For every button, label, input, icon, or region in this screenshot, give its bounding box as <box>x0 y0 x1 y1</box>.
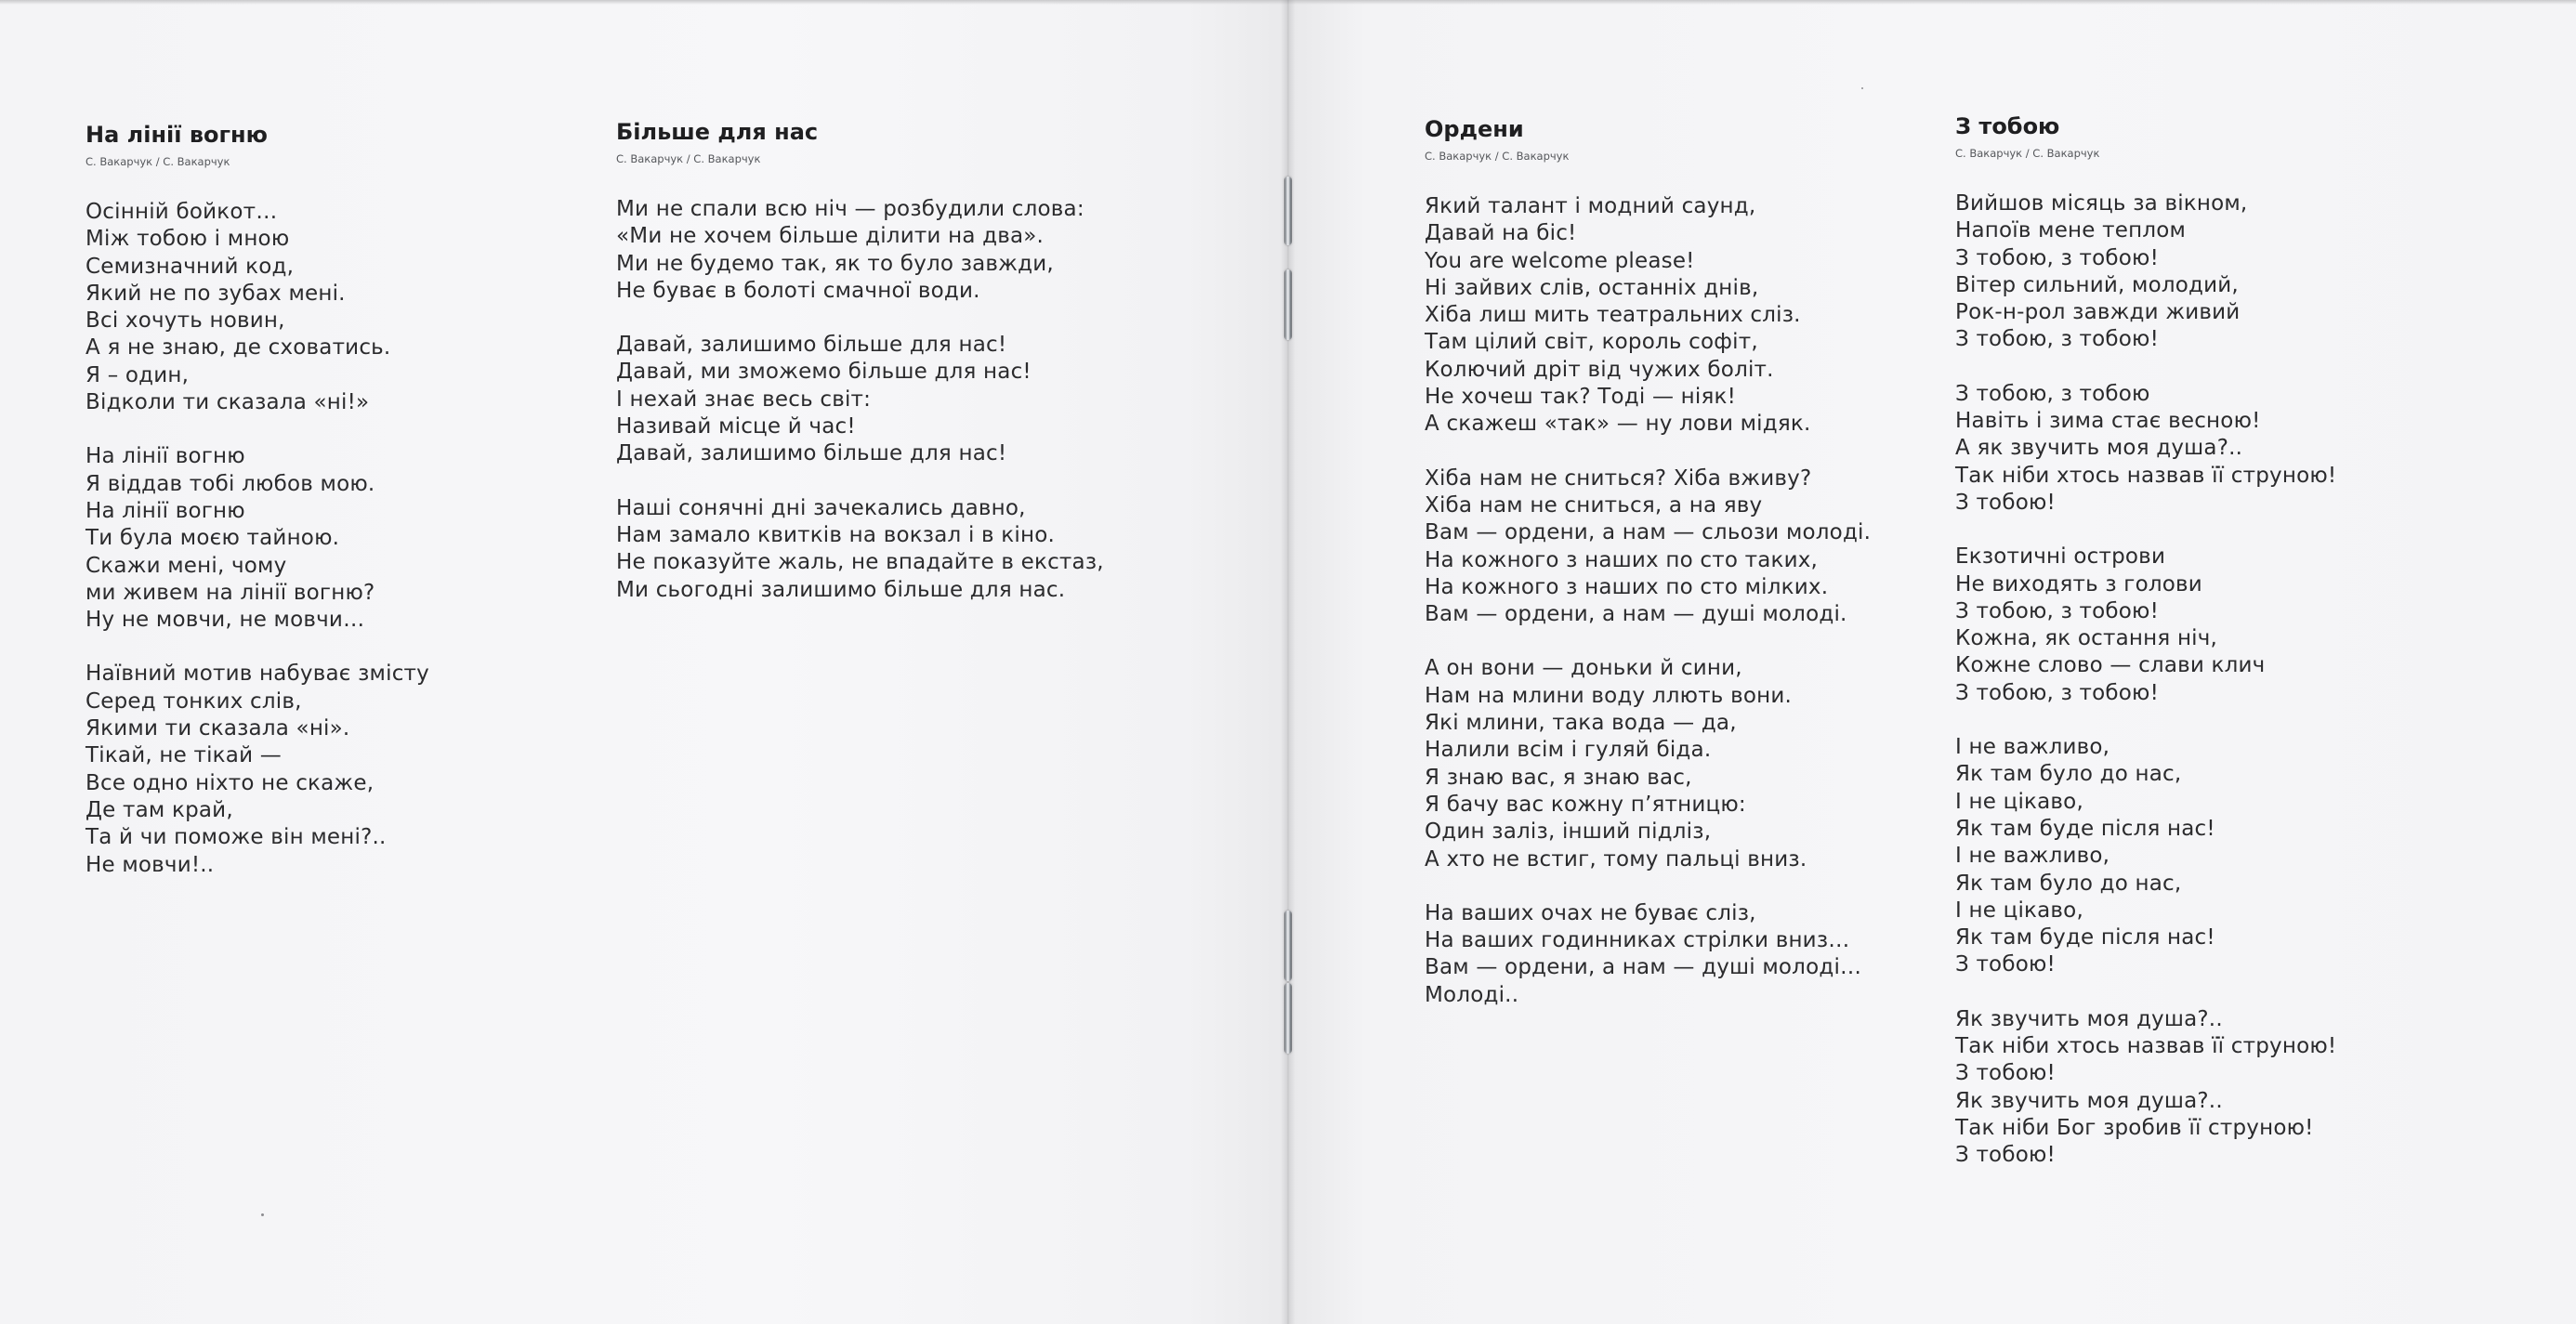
lyric-line: Я – один, <box>85 362 190 387</box>
lyrics-stanza <box>1425 193 1871 439</box>
lyric-line: З тобою! <box>1955 490 2056 515</box>
lyric-line: Вам — ордени, а нам — сльози молоді. <box>1425 520 1872 545</box>
song-lyrics <box>616 196 1104 604</box>
lyric-line: Та й чи поможе він мені?.. <box>85 825 387 850</box>
song-credits: С. Вакарчук / С. Вакарчук <box>1425 150 1570 163</box>
lyric-line: Вам — ордени, а нам — душі молоді. <box>1425 602 1847 627</box>
lyric-line: Так ніби Бог зробив її струною! <box>1955 1115 2314 1140</box>
lyric-line: З тобою, з тобою! <box>1955 245 2160 270</box>
lyric-line: Не виходять з голови <box>1955 571 2202 596</box>
lyric-line: Кожна, як остання ніч, <box>1955 626 2218 651</box>
song-credits: С. Вакарчук / С. Вакарчук <box>1955 147 2100 160</box>
lyric-line: Налили всім і гуляй біда. <box>1425 738 1712 763</box>
lyric-line: Все одно ніхто не скаже, <box>85 770 375 795</box>
lyric-line: Між тобою і мною <box>85 227 290 252</box>
lyric-line: Вийшов місяць за вікном, <box>1955 191 2248 216</box>
staple <box>1284 911 1292 981</box>
lyric-line: Давай, залишимо більше для нас! <box>616 441 1007 466</box>
lyric-line: Як там буде після нас! <box>1955 925 2215 950</box>
lyrics-stanza <box>1955 1006 2336 1170</box>
lyric-line: Скажи мені, чому <box>85 553 287 578</box>
lyric-line: Не хочеш так? Тоді — ніяк! <box>1425 385 1737 410</box>
lyric-line: На кожного з наших по сто таких, <box>1425 547 1819 572</box>
lyrics-stanza <box>1955 734 2336 979</box>
lyric-line: Вам — ордени, а нам — душі молоді… <box>1425 955 1862 980</box>
lyric-line: Хіба нам не сниться, а на яву <box>1425 492 1763 518</box>
lyric-line: З тобою, з тобою! <box>1955 680 2160 705</box>
lyric-line: Осінній бойкот… <box>85 200 278 224</box>
lyric-line: І не важливо, <box>1955 735 2110 760</box>
lyric-line: Як звучить моя душа?.. <box>1955 1088 2223 1113</box>
lyric-line: Серед тонких слів, <box>85 688 302 714</box>
lyric-line: З тобою! <box>1955 1143 2056 1168</box>
lyric-line: А хто не встиг, тому пальці вниз. <box>1425 846 1807 872</box>
lyric-line: Я знаю вас, я знаю вас, <box>1425 765 1692 790</box>
lyric-line: Рок-н-рол завжди живий <box>1955 300 2241 325</box>
lyric-line: З тобою, з тобою <box>1955 381 2150 406</box>
lyrics-stanza <box>85 199 429 416</box>
lyric-line: Нам на млини воду ллють вони. <box>1425 683 1792 708</box>
song-title: На лінії вогню <box>85 122 268 148</box>
lyric-line: Там цілий світ, король софіт, <box>1425 330 1758 355</box>
song-lyrics <box>1425 193 1871 1009</box>
lyric-line: Які млини, така вода — да, <box>1425 711 1737 736</box>
lyric-line: Ми не спали всю ніч — розбудили слова: <box>616 197 1084 221</box>
song-block <box>1425 115 1871 1036</box>
lyrics-stanza <box>1425 900 1871 1009</box>
lyric-line: А он вони — доньки й сини, <box>1425 656 1742 681</box>
lyric-line: Не показуйте жаль, не впадайте в екстаз, <box>616 550 1104 575</box>
staple <box>1284 269 1292 340</box>
lyric-line: Який не по зубах мені. <box>85 281 346 306</box>
lyric-line: Давай, ми зможемо більше для нас! <box>616 360 1032 385</box>
lyric-line: На кожного з наших по сто мілких. <box>1425 574 1829 599</box>
lyric-line: Як там було до нас, <box>1955 762 2182 787</box>
lyric-line: І не цікаво, <box>1955 898 2083 923</box>
song-block <box>1955 112 2336 1197</box>
lyric-line: Наші сонячні дні зачекались давно, <box>616 495 1026 520</box>
lyric-line: Нам замало квитків на вокзал і в кіно. <box>616 522 1056 547</box>
lyric-line: Давай, залишимо більше для нас! <box>616 333 1007 358</box>
lyric-line: Хіба нам не сниться? Хіба вживу? <box>1425 465 1812 491</box>
lyric-line: Не буває в болоті смачної води. <box>616 278 980 303</box>
lyric-line: Так ніби хтось назвав її струною! <box>1955 463 2337 488</box>
lyric-line: З тобою! <box>1955 952 2056 977</box>
song-lyrics <box>85 199 429 879</box>
song-credits: С. Вакарчук / С. Вакарчук <box>85 155 230 168</box>
lyrics-stanza <box>1955 544 2336 707</box>
lyric-line: Називай місце й час! <box>616 414 856 439</box>
lyrics-stanza <box>616 332 1104 467</box>
song-lyrics <box>1955 190 2336 1170</box>
lyric-line: Якими ти сказала «ні». <box>85 716 350 741</box>
lyric-line: Всі хочуть новин, <box>85 308 285 334</box>
lyric-line: Ми не будемо так, як то було завжди, <box>616 251 1054 276</box>
lyric-line: З тобою, з тобою! <box>1955 598 2160 623</box>
lyrics-stanza <box>85 443 429 634</box>
staple <box>1284 983 1292 1054</box>
lyric-line: Я бачу вас кожну п’ятницю: <box>1425 792 1746 817</box>
staple <box>1284 177 1292 245</box>
song-credits: С. Вакарчук / С. Вакарчук <box>616 152 761 165</box>
lyric-line: Колючий дріт від чужих боліт. <box>1425 357 1774 382</box>
lyrics-stanza <box>616 196 1104 305</box>
lyrics-stanza <box>1955 381 2336 517</box>
lyric-line: А як звучить моя душа?.. <box>1955 436 2243 461</box>
lyric-line: Вітер сильний, молодий, <box>1955 272 2239 297</box>
lyric-line: ми живем на лінії вогню? <box>85 580 375 605</box>
lyric-line: Екзотичні острови <box>1955 544 2166 570</box>
lyric-line: Як там було до нас, <box>1955 871 2182 896</box>
lyric-line: Як звучить моя душа?.. <box>1955 1006 2223 1031</box>
lyric-line: Ми сьогодні залишимо більше для нас. <box>616 577 1066 602</box>
lyric-line: Який талант і модний саунд, <box>1425 194 1756 218</box>
lyric-line: Відколи ти сказала «ні!» <box>85 390 370 415</box>
lyric-line: Хіба лиш мить театральних сліз. <box>1425 303 1801 328</box>
song-title: З тобою <box>1955 113 2060 139</box>
lyric-line: На ваших очах не буває сліз, <box>1425 900 1756 925</box>
lyric-line: Не мовчи!.. <box>85 852 215 877</box>
lyric-line: І не цікаво, <box>1955 789 2083 814</box>
paper-speck <box>261 1213 264 1216</box>
song-block <box>616 118 1104 631</box>
lyric-line: Навіть і зима стає весною! <box>1955 409 2261 434</box>
lyric-line: З тобою, з тобою! <box>1955 327 2160 352</box>
song-title: Ордени <box>1425 116 1524 142</box>
lyric-line: Як там буде після нас! <box>1955 816 2215 841</box>
lyric-line: «Ми не хочем більше ділити на два». <box>616 224 1045 249</box>
lyric-line: На ваших годинниках стрілки вниз… <box>1425 928 1850 953</box>
lyric-line: Кожне слово — слави клич <box>1955 653 2266 678</box>
lyrics-stanza <box>85 661 429 878</box>
lyrics-stanza <box>616 495 1104 604</box>
lyric-line: Так ніби хтось назвав її струною! <box>1955 1034 2337 1059</box>
lyric-line: А я не знаю, де сховатись. <box>85 335 391 360</box>
lyrics-stanza <box>1955 190 2336 354</box>
song-title: Більше для нас <box>616 119 819 145</box>
lyric-line: Тікай, не тікай — <box>85 743 282 768</box>
lyric-line: А скажеш «так» — ну лови мідяк. <box>1425 412 1811 437</box>
lyric-line: На лінії вогню <box>85 498 245 523</box>
lyric-line: Де там край, <box>85 797 233 822</box>
lyrics-stanza <box>1425 465 1871 629</box>
lyric-line: Ти була моєю тайною. <box>85 526 340 551</box>
lyric-line: Один заліз, інший підліз, <box>1425 819 1712 845</box>
lyric-line: І не важливо, <box>1955 844 2110 869</box>
lyric-line: На лінії вогню <box>85 444 245 469</box>
lyric-line: Давай на біс! <box>1425 221 1577 246</box>
lyric-line: З тобою! <box>1955 1061 2056 1086</box>
song-block <box>85 121 429 906</box>
lyric-line: Ні зайвих слів, останніх днів, <box>1425 275 1759 300</box>
lyric-line: You are welcome please! <box>1425 248 1695 273</box>
lyric-line: І нехай знає весь світ: <box>616 387 872 412</box>
lyric-line: Семизначний код, <box>85 254 295 279</box>
lyric-line: Молоді.. <box>1425 982 1519 1007</box>
paper-speck <box>1861 87 1863 89</box>
lyric-line: Ну не мовчи, не мовчи… <box>85 608 365 633</box>
lyrics-stanza <box>1425 655 1871 872</box>
lyric-line: Я віддав тобі любов мою. <box>85 471 375 496</box>
lyric-line: Напоїв мене теплом <box>1955 218 2187 243</box>
lyric-line: Наївний мотив набуває змісту <box>85 662 429 687</box>
